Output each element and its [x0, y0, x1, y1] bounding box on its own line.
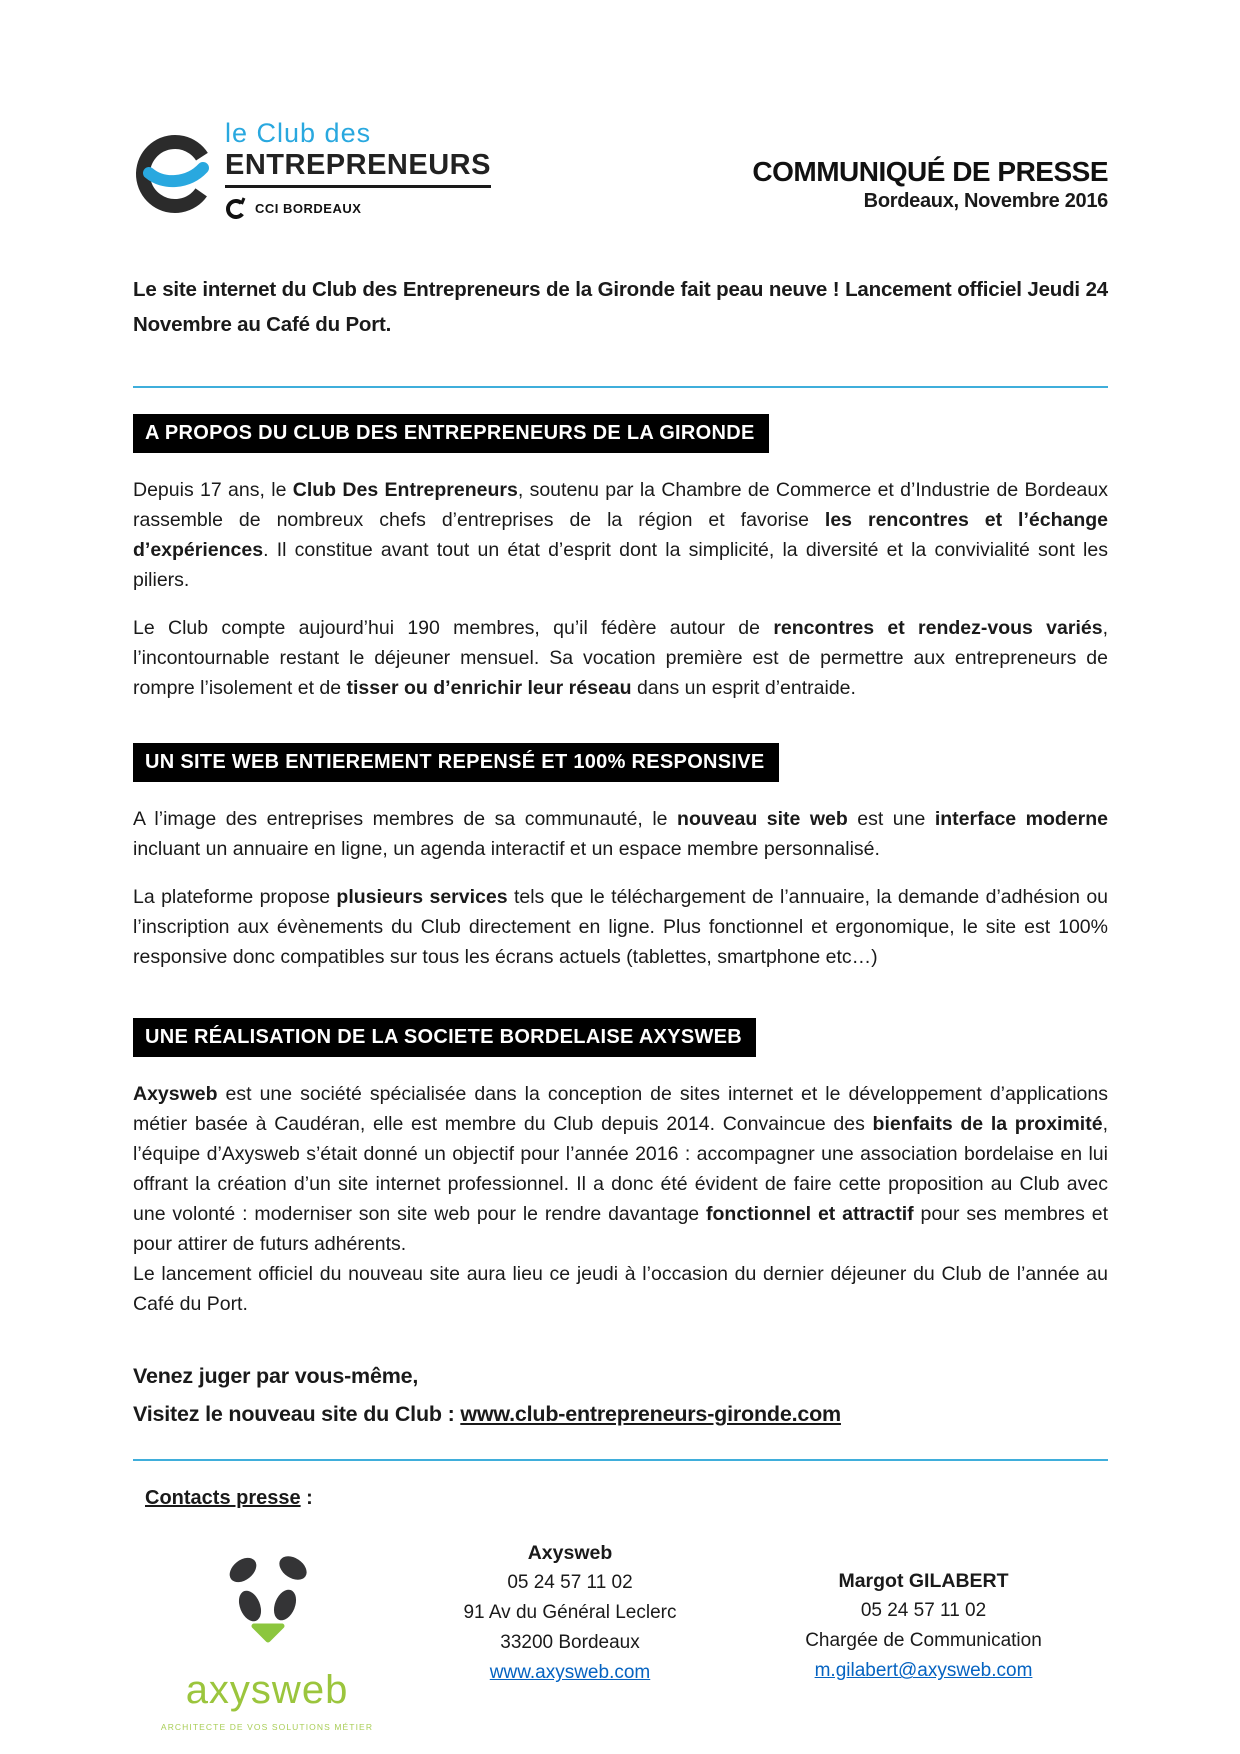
contact-address: 91 Av du Général Leclerc	[463, 1602, 677, 1624]
section-site-web	[133, 703, 1108, 972]
section-a-propos	[133, 388, 1108, 703]
contacts-label-text: Contacts presse	[145, 1487, 301, 1510]
paragraph: La plateforme propose plusieurs services tels que le téléchargement de l’annuaire, la demande d’adhésion ou l’inscription aux évènements du Club directement en ligne. Plus fonctionnel et ergonomique, le site est 100% responsive donc compatibles sur tous les écrans actuels (tablettes, smartphone etc…)	[133, 886, 1109, 969]
document-title: COMMUNIQUÉ DE PRESSE	[752, 156, 1108, 187]
cci-logo-icon	[225, 196, 249, 220]
cta-line1: Venez juger par vous-même,	[133, 1364, 419, 1389]
contacts-footer	[133, 1524, 1108, 1742]
contact-phone: 05 24 57 11 02	[507, 1572, 633, 1594]
club-c-logo-icon	[133, 132, 217, 216]
cta-line2-prefix: Visitez le nouveau site du Club :	[133, 1402, 461, 1427]
title-block	[752, 156, 1108, 213]
section-heading: UNE RÉALISATION DE LA SOCIETE BORDELAISE AXYSWEB	[133, 1018, 756, 1057]
call-to-action	[133, 1357, 1108, 1433]
contact-role: Chargée de Communication	[805, 1630, 1042, 1652]
logo-line1: le Club des	[225, 118, 372, 148]
contact-axysweb	[401, 1524, 739, 1742]
cci-bordeaux-logo	[225, 196, 491, 220]
axysweb-logo	[133, 1524, 401, 1742]
panda-logo-icon	[177, 1552, 357, 1660]
paragraph: Depuis 17 ans, le Club Des Entrepreneurs, soutenu par la Chambre de Commerce et d’Industrie de Bordeaux rassemble de nombreux chefs d’entreprises de la région et favorise les rencontres et l’échange d’expériences. Il constitue avant tout un état d’esprit dont la simplicité, la diversité et la convivialité sont les piliers.	[133, 479, 1109, 592]
cta-line2	[133, 1395, 1108, 1433]
paragraph: A l’image des entreprises membres de sa communauté, le nouveau site web est une interface moderne incluant un annuaire en ligne, un agenda interactif et un espace membre personnalisé.	[133, 808, 1108, 861]
divider-bottom	[133, 1459, 1108, 1461]
paragraph: Le lancement officiel du nouveau site aura lieu ce jeudi à l’occasion du dernier déjeuner du Club de l’année au Café du Port.	[133, 1263, 1108, 1316]
dateline: Bordeaux, Novembre 2016	[863, 190, 1108, 212]
contact-name: Margot GILABERT	[838, 1570, 1009, 1593]
axysweb-site-link[interactable]: www.axysweb.com	[489, 1662, 651, 1684]
section-heading: A PROPOS DU CLUB DES ENTREPRENEURS DE LA GIRONDE	[133, 414, 769, 453]
header	[133, 118, 1108, 220]
email-link[interactable]: m.gilabert@axysweb.com	[814, 1660, 1033, 1682]
contacts-presse-label	[133, 1487, 1108, 1510]
contact-name: Axysweb	[527, 1542, 613, 1565]
contact-margot	[739, 1524, 1108, 1742]
paragraph: Le Club compte aujourd’hui 190 membres, qu’il fédère autour de rencontres et rendez-vous variés, l’incontournable restant le déjeuner mensuel. Sa vocation première est de permettre aux entrepreneurs de rompre l’isolement et de tisser ou d’enrichir leur réseau dans un esprit d’entraide.	[133, 617, 1108, 700]
axysweb-logo-tagline: ARCHITECTE DE VOS SOLUTIONS MÉTIER	[160, 1722, 374, 1733]
logo-line2: ENTREPRENEURS	[225, 149, 491, 188]
section-heading: UN SITE WEB ENTIEREMENT REPENSÉ ET 100% RESPONSIVE	[133, 743, 779, 782]
club-entrepreneurs-logo	[133, 118, 491, 220]
cci-label: CCI BORDEAUX	[255, 200, 362, 216]
paragraph: Axysweb est une société spécialisée dans la conception de sites internet et le développement d’applications métier basée à Caudéran, elle est membre du Club depuis 2014. Convaincue des bienfaits de la proximité, l’équipe d’Axysweb s’était donné un objectif pour l’année 2016 : accompagner une association bordelaise en lui offrant la création d’un site internet professionnel. Il a donc été évident de faire cette proposition au Club avec une volonté : moderniser son site web pour le rendre davantage fonctionnel et attractif pour ses membres et pour attirer de futurs adhérents.	[133, 1083, 1108, 1256]
section-axysweb	[133, 972, 1108, 1319]
contact-phone: 05 24 57 11 02	[860, 1600, 987, 1622]
intro-paragraph: Le site internet du Club des Entrepreneurs de la Gironde fait peau neuve ! Lancement officiel Jeudi 24 Novembre au Café du Port.	[133, 278, 1108, 337]
axysweb-logo-name: axysweb	[185, 1668, 349, 1713]
contact-city: 33200 Bordeaux	[500, 1632, 640, 1654]
club-site-link[interactable]: www.club-entrepreneurs-gironde.com	[460, 1402, 841, 1427]
contacts-label-suffix: :	[300, 1487, 313, 1510]
